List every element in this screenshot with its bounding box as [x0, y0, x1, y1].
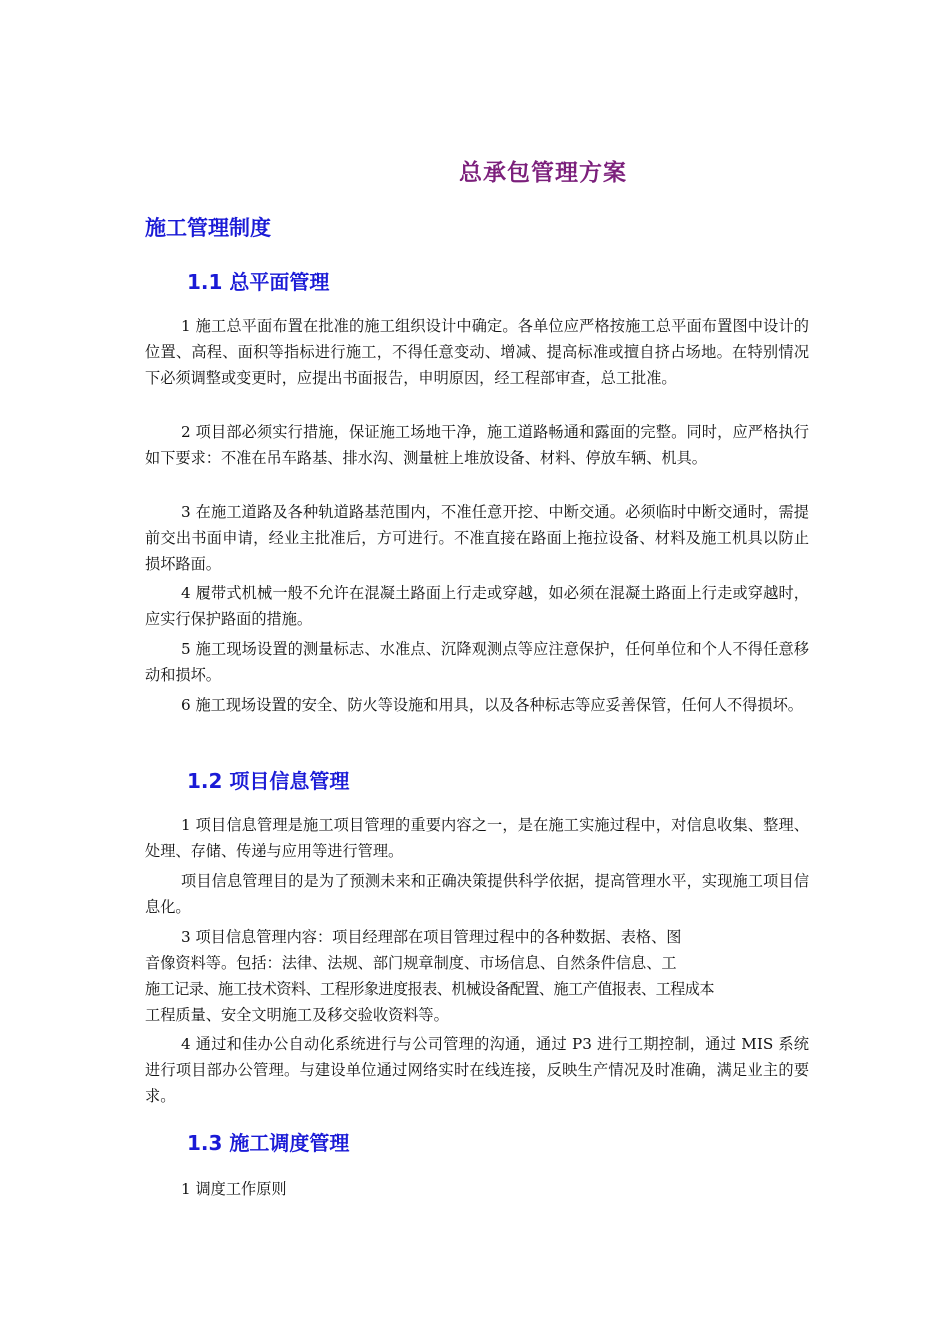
paragraph: 项目信息管理目的是为了预测未来和正确决策提供科学依据，提高管理水平，实现施工项目信息化。	[145, 872, 809, 916]
paragraph: 6 施工现场设置的安全、防火等设施和用具，以及各种标志等应妥善保管，任何人不得损坏。	[181, 696, 803, 714]
paragraph: 4 通过和佳办公自动化系统进行与公司管理的沟通，通过 P3 进行工期控制，通过 MIS 系统进行项目部办公管理。与建设单位通过网络实时在线连接，反映生产情况及时准确，满足业主的要求。	[145, 1035, 809, 1105]
section-heading: 施工管理制度	[145, 216, 271, 240]
paragraph: 5 施工现场设置的测量标志、水准点、沉降观测点等应注意保护，任何单位和个人不得任意移动和损坏。	[145, 640, 809, 684]
paragraph-line: 3 项目信息管理内容：项目经理部在项目管理过程中的各种数据、表格、图	[181, 928, 682, 946]
paragraph: 1 调度工作原则	[181, 1180, 287, 1198]
subsection-heading-1-3: 1.3 施工调度管理	[187, 1131, 350, 1155]
paragraph-line: 施工记录、施工技术资料、工程形象进度报表、机械设备配置、施工产值报表、工程成本	[145, 980, 714, 998]
paragraph-line: 音像资料等。包括：法律、法规、部门规章制度、市场信息、自然条件信息、工	[145, 954, 677, 972]
document-title: 总承包管理方案	[459, 160, 627, 186]
paragraph: 4 履带式机械一般不允许在混凝土路面上行走或穿越，如必须在混凝土路面上行走或穿越时，应实行保护路面的措施。	[145, 584, 809, 628]
subsection-heading-1-2: 1.2 项目信息管理	[187, 769, 350, 793]
paragraph: 1 施工总平面布置在批准的施工组织设计中确定。各单位应严格按施工总平面布置图中设计的位置、高程、面积等指标进行施工，不得任意变动、增减、提高标准或擅自挤占场地。在特别情况下必须调整或变更时，应提出书面报告，申明原因，经工程部审查，总工批准。	[145, 317, 809, 387]
paragraph-line: 工程质量、安全文明施工及移交验收资料等。	[145, 1006, 449, 1024]
paragraph: 1 项目信息管理是施工项目管理的重要内容之一，是在施工实施过程中，对信息收集、整理、处理、存储、传递与应用等进行管理。	[145, 816, 809, 860]
paragraph: 2 项目部必须实行措施，保证施工场地干净，施工道路畅通和露面的完整。同时，应严格执行如下要求：不准在吊车路基、排水沟、测量桩上堆放设备、材料、停放车辆、机具。	[145, 423, 809, 467]
paragraph: 3 在施工道路及各种轨道路基范围内，不准任意开挖、中断交通。必须临时中断交通时，需提前交出书面申请，经业主批准后，方可进行。不准直接在路面上拖拉设备、材料及施工机具以防止损坏路面。	[145, 503, 809, 573]
subsection-heading-1-1: 1.1 总平面管理	[187, 270, 330, 294]
